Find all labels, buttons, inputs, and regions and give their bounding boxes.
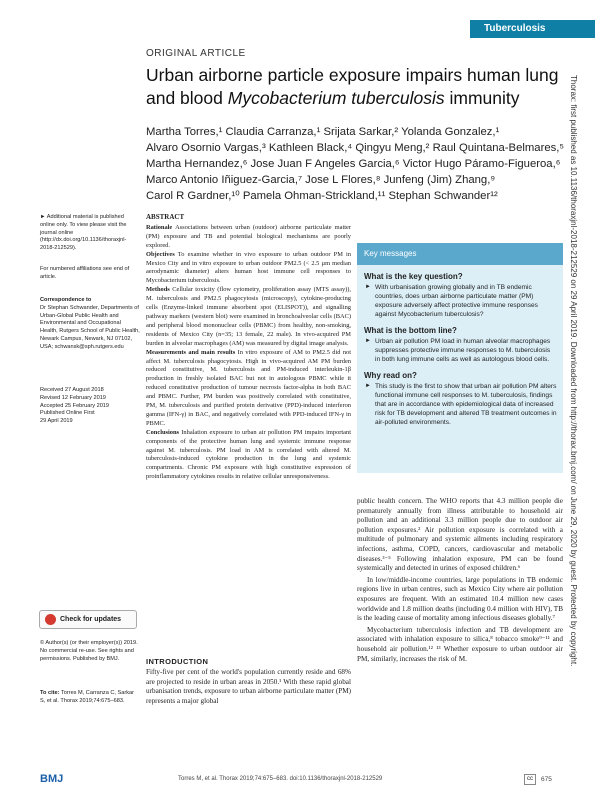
title-line-2: and blood Mycobacterium tuberculosis immunity bbox=[146, 88, 520, 108]
check-updates-label: Check for updates bbox=[60, 616, 122, 623]
date-revised: Revised 12 February 2019 bbox=[40, 394, 106, 401]
date-accepted: Accepted 25 February 2019 bbox=[40, 402, 110, 409]
abstract-section: Rationale Associations between urban (outdoor) airborne particulate matter (PM) exposure and TB and potential biological mechanisms are poorly explored. bbox=[146, 223, 352, 249]
key-question: Why read on? bbox=[364, 371, 417, 380]
date-published: 29 April 2019 bbox=[40, 418, 73, 425]
creative-commons-icon: cc bbox=[524, 774, 536, 785]
introduction-col2 bbox=[357, 497, 563, 664]
key-question: What is the key question? bbox=[364, 272, 463, 281]
introduction-heading: INTRODUCTION bbox=[146, 657, 209, 666]
page-number: 675 bbox=[541, 776, 552, 783]
bmj-logo: BMJ bbox=[40, 773, 64, 785]
article-type: ORIGINAL ARTICLE bbox=[146, 48, 246, 59]
key-messages-heading: Key messages bbox=[357, 243, 563, 265]
abstract-section: Measurements and main results In vitro exposure of AM to PM2.5 did not affect M. tuberculosis phagocytosis. High in vivo-acquired AM PM burden reduced constitutive, M. tuberculosis and PM-induced interleukin-1β production in freshly isolated BAC but not in autologous PBMC while it reduced constitutive production of tumour necrosis factor-alpha in both BAC and PBMC. Further, PM burden was positively correlated with constitutive, PM, M. tuberculosis and purified protein derivative (PPD)-induced interferon gamma (IFN-γ) in BAC, and negatively correlated with PPD-induced IFN-γ in PBMC. bbox=[146, 348, 351, 427]
author-line: Martha Hernandez,⁶ Jose Juan F Angeles Garcia,⁶ Victor Hugo Páramo-Figueroa,⁶ bbox=[146, 158, 561, 170]
sidebar-correspondence bbox=[40, 297, 140, 352]
abstract-section: Methods Cellular toxicity (flow cytometry, proliferation assay (MTS assay)), M. tuberculosis and PM2.5 phagocytosis (microscopy), cytokine-producing cells (Enzyme-linked immune absorbent spot (ELISPOT)), and signalling pathway markers (western blot) were examined in bronchoalveolar cells (BAC) and peripheral blood mononuclear cells (PBMC) from healthy, non-smoking, residents of Mexico City (n=35; 13 female, 22 male). In vivo-acquired PM burden in alveolar macrophages (AM) was measured by digital image analysis. bbox=[146, 286, 351, 347]
date-published-label: Published Online First bbox=[40, 410, 95, 417]
sidebar-additional-material: ► Additional material is published online only. To view please visit the journal online (http://dx.doi.org/10.1136/thoraxjnl-2018-212529). bbox=[40, 214, 127, 252]
key-answer: ► With urbanisation growing globally and in TB endemic countries, does urban airborne particulate matter (PM) exposure adversely affect protective immune responses against Mycobacterium tuberculosis? bbox=[365, 284, 538, 318]
abstract-section: Objectives To examine whether in vivo exposure to urban outdoor PM in Mexico City and in vitro exposure to urban outdoor PM2.5 (< 2.5 µm median aerodynamic diameter) alters human host immune cell responses to Mycobacterium tuberculosis. bbox=[146, 250, 352, 285]
correspondence-heading: Correspondence to bbox=[40, 297, 92, 303]
date-received: Received 27 August 2018 bbox=[40, 387, 104, 393]
key-messages-box bbox=[357, 243, 563, 473]
article-title bbox=[146, 64, 566, 110]
check-for-updates-button[interactable] bbox=[39, 610, 137, 629]
sidebar-cite bbox=[40, 690, 140, 706]
correspondence-body: Dr Stephan Schwander, Departments of Urban-Global Public Health and Environmental and Occupational Health, Rutgers School of Public Health, Newark Campus, Newark, NJ 07102, USA; schwansk@sph.rutgers.edu bbox=[40, 304, 140, 350]
abstract-heading: ABSTRACT bbox=[146, 213, 185, 221]
bullet-triangle-icon: ► bbox=[365, 338, 371, 344]
sidebar-dates bbox=[40, 387, 140, 426]
journal-section-tag: Tuberculosis bbox=[470, 20, 595, 38]
paragraph: In low/middle-income countries, large populations in TB endemic regions live in urban centres, such as Mexico City where air pollution exposures are frequent. With an estimated 10.4 million new cases worldwide and 1.8 million deaths (including 0.4 million with HIV), TB is the leading cause of mortality among infectious diseases globally.⁷ bbox=[357, 575, 563, 623]
introduction-col1: Fifty-five per cent of the world's population currently reside and 68% are projected to reside in urban areas in 2050.¹ With these rapid global urbanisation trends, exposure to urban airborne particulate matter (PM) represents a major global bbox=[146, 668, 351, 705]
cite-body: Torres M, Carranza C, Sarkar S, et al. Thorax 2019;74:675–683. bbox=[40, 690, 134, 704]
download-margin-note: Thorax: first published as 10.1136/thoraxjnl-2018-212529 on 29 April 2019. Downloaded from http://thorax.bmj.com/ on June 29, 2020 by guest. Protected by copyright. bbox=[569, 75, 578, 667]
abstract bbox=[146, 213, 351, 482]
sidebar-copyright: © Author(s) (or their employer(s)) 2019. No commercial re-use. See rights and permissions. Published by BMJ. bbox=[40, 640, 138, 662]
author-line: Martha Torres,¹ Claudia Carranza,¹ Srijata Sarkar,² Yolanda Gonzalez,¹ bbox=[146, 126, 500, 138]
bullet-triangle-icon: ► bbox=[365, 383, 371, 389]
key-answer: ► Urban air pollution PM load in human alveolar macrophages suppresses protective immune responses to M. tuberculosis in both lung immune cells as well as autologous blood cells. bbox=[365, 338, 551, 363]
paragraph: public health concern. The WHO reports that 4.3 million people die prematurely annually from illness attributable to household air pollution and an additional 3.3 million people due to outdoor air pollution exposures.² Air pollution exposure is correlated with a multitude of pulmonary and systemic ailments including respiratory infections, asthma, COPD, cancers, cardiovascular and metabolic diseases.³⁻⁵ Following inhalation exposure, PM can be found systemically and detected in urines of exposed children.⁶ bbox=[357, 497, 563, 573]
bullet-triangle-icon: ► bbox=[365, 284, 371, 290]
title-line-1: Urban airborne particle exposure impairs human lung bbox=[146, 65, 559, 85]
crossmark-icon bbox=[45, 614, 56, 625]
author-line: Carol R Gardner,¹⁰ Pamela Ohman-Strickland,¹¹ Stephan Schwander¹² bbox=[146, 190, 498, 202]
key-answer: ► This study is the first to show that urban air pollution PM alters functional immune cell responses to M. tuberculosis, findings that are in accordance with epidemiological data of increased risk for TB development and altered TB treatment outcomes in air-polluted environments. bbox=[365, 383, 557, 426]
author-list bbox=[146, 124, 566, 204]
author-line: Marco Antonio Iñiguez-Garcia,⁷ Jose L Flores,⁸ Junfeng (Jim) Zhang,⁹ bbox=[146, 174, 496, 186]
author-line: Alvaro Osornio Vargas,³ Kathleen Black,⁴ Qingyu Meng,² Raul Quintana-Belmares,⁵ bbox=[146, 142, 565, 154]
abstract-section: Conclusions Inhalation exposure to urban air pollution PM impairs important components of the protective human lung and systemic immune response against M. tuberculosis. PM load in AM is correlated with altered M. tuberculosis-induced cytokine production in the lung and systemic compartments. Chronic PM exposure with high constitutive expression of proinflammatory cytokines results in relative cellular unresponsiveness. bbox=[146, 428, 351, 481]
paragraph: Mycobacterium tuberculosis infection and TB development are associated with inhalation exposure to silica,⁸ tobacco smoke⁹⁻¹¹ and household air pollution.¹² ¹³ Whether exposure to urban outdoor air PM, similarly, increases the risk of M. bbox=[357, 625, 563, 663]
footer-citation: Torres M, et al. Thorax 2019;74:675–683. doi:10.1136/thoraxjnl-2018-212529 bbox=[178, 776, 383, 782]
cite-heading: To cite: bbox=[40, 690, 60, 696]
sidebar-affiliations-note: For numbered affiliations see end of article. bbox=[40, 266, 130, 280]
key-question: What is the bottom line? bbox=[364, 326, 457, 335]
